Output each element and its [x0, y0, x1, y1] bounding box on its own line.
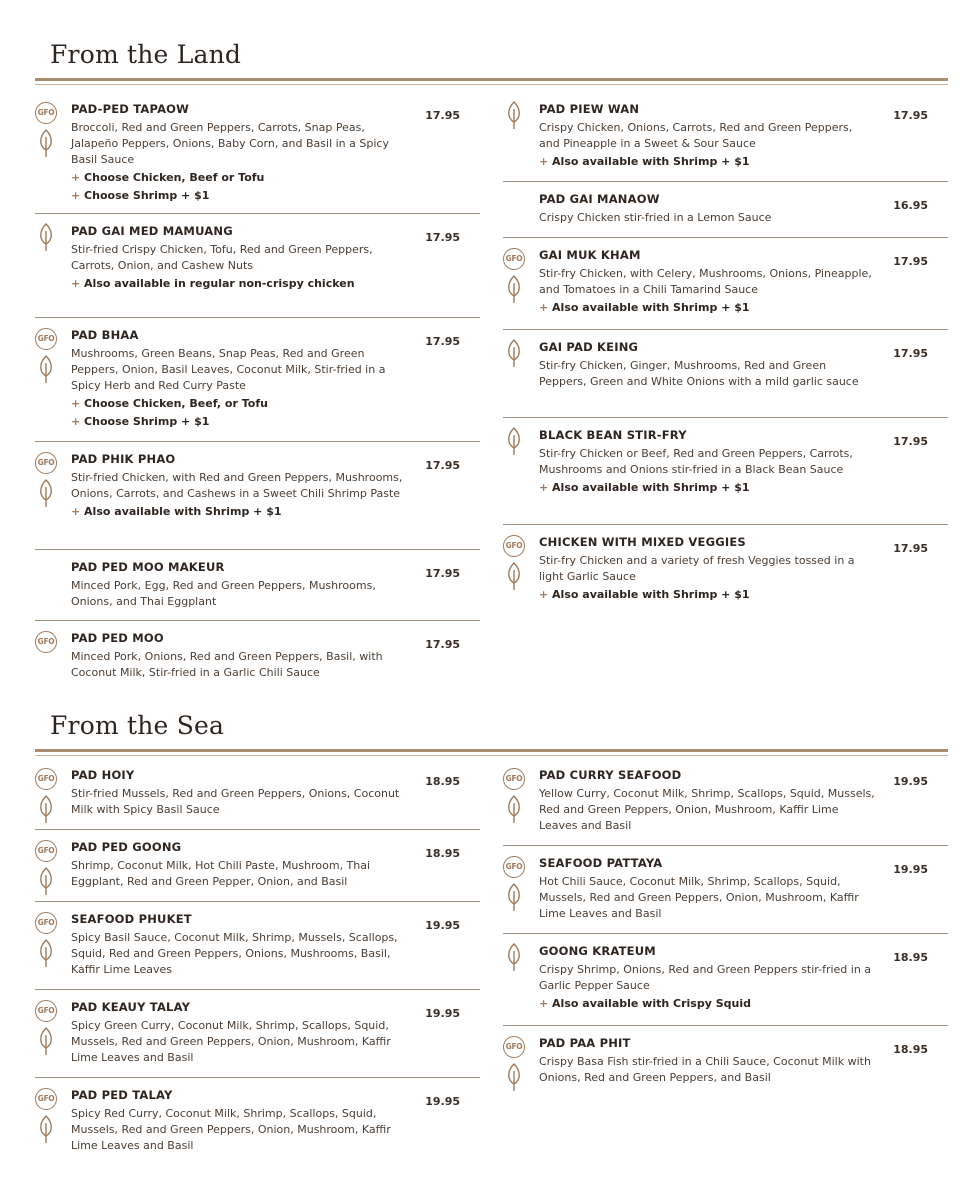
menu-item-price: 18.95	[893, 951, 928, 964]
plus-icon: +	[539, 997, 553, 1010]
plus-icon: +	[71, 189, 85, 202]
menu-item-description: Stir-fried Mussels, Red and Green Peppers, Onions, Coconut Milk with Spicy Basil Sauce	[71, 787, 400, 816]
plus-icon: +	[539, 481, 553, 494]
menu-item-price: 17.95	[425, 231, 460, 244]
menu-item	[35, 214, 480, 318]
section-title-sea: From the Sea	[50, 711, 225, 740]
diet-icons	[503, 338, 527, 368]
menu-item-body	[539, 856, 875, 922]
menu-item-body	[71, 560, 407, 610]
menu-item-body	[71, 840, 407, 890]
menu-item-name: GOONG KRATEUM	[539, 944, 656, 958]
menu-item-body	[539, 192, 875, 226]
menu-item-description: Minced Pork, Egg, Red and Green Peppers, Mushrooms, Onions, and Thai Eggplant	[71, 579, 376, 608]
menu-item-option-text: Choose Shrimp + $1	[84, 189, 210, 202]
menu-item-body	[71, 912, 407, 978]
menu-item-price: 19.95	[425, 1095, 460, 1108]
menu-item-body	[71, 102, 407, 204]
gluten-free-option-icon: GFO	[503, 248, 525, 270]
plus-icon: +	[539, 155, 553, 168]
menu-item-option	[71, 414, 407, 430]
menu-item-price: 19.95	[893, 863, 928, 876]
menu-item-body	[539, 944, 875, 1012]
diet-icons	[35, 1000, 59, 1056]
menu-item-description: Spicy Basil Sauce, Coconut Milk, Shrimp, Mussels, Scallops, Squid, Red and Green Peppers, Onions, Mushrooms, Basil, Kaffir Lime Leaves	[71, 931, 398, 976]
plus-icon: +	[71, 397, 85, 410]
menu-item-name: PAD PED GOONG	[71, 840, 182, 854]
menu-item-name: CHICKEN WITH MIXED VEGGIES	[539, 535, 746, 549]
menu-item-option-text: Also available with Shrimp + $1	[84, 505, 282, 518]
menu-item	[503, 238, 948, 330]
vegetarian-leaf-icon	[503, 100, 525, 130]
menu-item-name: SEAFOOD PHUKET	[71, 912, 192, 926]
diet-icons	[35, 222, 59, 252]
menu-item-description: Stir-fried Chicken, with Red and Green Peppers, Mushrooms, Onions, Carrots, and Cashews in a Sweet Chili Shrimp Paste	[71, 471, 403, 500]
diet-icons	[503, 856, 527, 912]
menu-item-option	[539, 154, 875, 170]
gluten-free-option-icon: GFO	[503, 768, 525, 790]
menu-item-name: PAD PIEW WAN	[539, 102, 640, 116]
menu-item-option	[539, 300, 875, 316]
menu-item-name: PAD PHIK PHAO	[71, 452, 176, 466]
land-right-column	[503, 92, 948, 625]
menu-item	[35, 92, 480, 214]
menu-item-name: SEAFOOD PATTAYA	[539, 856, 663, 870]
diet-icons	[503, 942, 527, 972]
gluten-free-option-icon: GFO	[503, 1036, 525, 1058]
gluten-free-option-icon: GFO	[35, 840, 57, 862]
section-divider	[35, 749, 948, 752]
menu-item-option	[539, 587, 875, 603]
menu-item-name: PAD PED MOO MAKEUR	[71, 560, 225, 574]
gluten-free-option-icon: GFO	[503, 535, 525, 557]
diet-icons	[35, 631, 59, 657]
menu-item-price: 17.95	[893, 109, 928, 122]
menu-item	[35, 442, 480, 550]
diet-icons	[35, 912, 59, 968]
gluten-free-option-icon: GFO	[35, 912, 57, 934]
menu-item	[35, 621, 480, 691]
diet-icons	[503, 535, 527, 591]
menu-item-name: GAI MUK KHAM	[539, 248, 641, 262]
vegetarian-leaf-icon	[35, 222, 57, 252]
menu-item-option-text: Also available with Crispy Squid	[552, 997, 751, 1010]
gluten-free-option-icon: GFO	[35, 102, 57, 124]
vegetarian-leaf-icon	[503, 1062, 525, 1092]
menu-item-price: 19.95	[425, 1007, 460, 1020]
menu-item	[503, 934, 948, 1026]
vegetarian-leaf-icon	[503, 882, 525, 912]
diet-icons	[503, 426, 527, 456]
menu-item-option-text: Choose Shrimp + $1	[84, 415, 210, 428]
menu-item-price: 19.95	[425, 919, 460, 932]
vegetarian-leaf-icon	[503, 561, 525, 591]
gluten-free-option-icon: GFO	[35, 328, 57, 350]
menu-item	[503, 182, 948, 238]
menu-item-body	[71, 768, 407, 818]
diet-icons	[503, 1036, 527, 1092]
menu-item-price: 17.95	[893, 435, 928, 448]
vegetarian-leaf-icon	[35, 1026, 57, 1056]
menu-item	[503, 330, 948, 418]
menu-item-option	[539, 996, 875, 1012]
menu-item-option	[71, 170, 407, 186]
menu-item-option-text: Also available with Shrimp + $1	[552, 301, 750, 314]
menu-item-price: 18.95	[893, 1043, 928, 1056]
gluten-free-option-icon: GFO	[35, 1088, 57, 1110]
menu-item-option	[71, 188, 407, 204]
menu-item-name: BLACK BEAN STIR-FRY	[539, 428, 687, 442]
menu-item-name: PAD CURRY SEAFOOD	[539, 768, 682, 782]
menu-item-description: Minced Pork, Onions, Red and Green Peppers, Basil, with Coconut Milk, Stir-fried in a Garlic Chili Sauce	[71, 650, 383, 679]
vegetarian-leaf-icon	[503, 426, 525, 456]
diet-icons	[35, 328, 59, 384]
menu-item-name: PAD BHAA	[71, 328, 139, 342]
vegetarian-leaf-icon	[35, 478, 57, 508]
menu-item-name: PAD GAI MED MAMUANG	[71, 224, 233, 238]
menu-item-body	[539, 102, 875, 170]
vegetarian-leaf-icon	[35, 128, 57, 158]
menu-item	[503, 418, 948, 525]
plus-icon: +	[71, 505, 85, 518]
menu-item-description: Spicy Green Curry, Coconut Milk, Shrimp, Scallops, Squid, Mussels, Red and Green Peppers, Onion, Mushroom, Kaffir Lime Leaves and Basil	[71, 1019, 391, 1064]
menu-item-option-text: Also available in regular non-crispy chicken	[84, 277, 355, 290]
menu-item-name: PAD PED TALAY	[71, 1088, 173, 1102]
land-left-column	[35, 92, 480, 691]
menu-item-description: Crispy Basa Fish stir-fried in a Chili Sauce, Coconut Milk with Onions, Red and Green Peppers, and Basil	[539, 1055, 871, 1084]
vegetarian-leaf-icon	[35, 354, 57, 384]
vegetarian-leaf-icon	[503, 274, 525, 304]
menu-item-price: 17.95	[893, 255, 928, 268]
menu-item-body	[71, 328, 407, 430]
sea-right-column	[503, 758, 948, 1106]
plus-icon: +	[71, 277, 85, 290]
section-title-land: From the Land	[50, 40, 242, 69]
gluten-free-option-icon: GFO	[503, 856, 525, 878]
menu-item-body	[539, 535, 875, 603]
menu-item-option	[71, 504, 407, 520]
section-divider-thin	[35, 755, 948, 756]
menu-item-price: 17.95	[425, 638, 460, 651]
menu-item	[503, 525, 948, 625]
menu-item	[35, 550, 480, 621]
menu-item-body	[539, 428, 875, 496]
menu-item-description: Stir-fry Chicken and a variety of fresh Veggies tossed in a light Garlic Sauce	[539, 554, 855, 583]
menu-item-body	[539, 340, 875, 390]
vegetarian-leaf-icon	[503, 338, 525, 368]
menu-item-name: GAI PAD KEING	[539, 340, 639, 354]
menu-item	[503, 92, 948, 182]
menu-item-description: Crispy Chicken stir-fried in a Lemon Sauce	[539, 211, 772, 224]
menu-item-option	[71, 276, 407, 292]
gluten-free-option-icon: GFO	[35, 1000, 57, 1022]
menu-item-price: 17.95	[425, 459, 460, 472]
menu-item-description: Crispy Chicken, Onions, Carrots, Red and Green Peppers, and Pineapple in a Sweet & Sour Sauce	[539, 121, 853, 150]
menu-item-description: Shrimp, Coconut Milk, Hot Chili Paste, Mushroom, Thai Eggplant, Red and Green Pepper, Onion, and Basil	[71, 859, 371, 888]
diet-icons	[503, 100, 527, 130]
menu-item-option-text: Also available with Shrimp + $1	[552, 588, 750, 601]
plus-icon: +	[71, 415, 85, 428]
plus-icon: +	[539, 588, 553, 601]
menu-item-name: PAD PAA PHIT	[539, 1036, 631, 1050]
vegetarian-leaf-icon	[35, 866, 57, 896]
diet-icons	[35, 1088, 59, 1144]
gluten-free-option-icon: GFO	[35, 631, 57, 653]
diet-icons	[503, 768, 527, 824]
menu-item-name: PAD HOIY	[71, 768, 135, 782]
menu-item	[35, 318, 480, 442]
gluten-free-option-icon: GFO	[35, 768, 57, 790]
menu-item-body	[71, 1088, 407, 1154]
menu-item-option-text: Choose Chicken, Beef, or Tofu	[84, 397, 268, 410]
gluten-free-option-icon: GFO	[35, 452, 57, 474]
menu-item-price: 17.95	[425, 335, 460, 348]
menu-item	[35, 902, 480, 990]
menu-item-description: Stir-fry Chicken, with Celery, Mushrooms, Onions, Pineapple, and Tomatoes in a Chili Tamarind Sauce	[539, 267, 872, 296]
diet-icons	[35, 768, 59, 824]
plus-icon: +	[71, 171, 85, 184]
menu-item-name: PAD PED MOO	[71, 631, 164, 645]
menu-item	[503, 846, 948, 934]
menu-item-body	[71, 452, 407, 520]
menu-item-description: Stir-fry Chicken or Beef, Red and Green Peppers, Carrots, Mushrooms and Onions stir-fried in a Black Bean Sauce	[539, 447, 853, 476]
menu-item-description: Yellow Curry, Coconut Milk, Shrimp, Scallops, Squid, Mussels, Red and Green Peppers, Onion, Mushroom, Kaffir Lime Leaves and Basil	[539, 787, 875, 832]
menu-item-price: 17.95	[425, 567, 460, 580]
vegetarian-leaf-icon	[35, 794, 57, 824]
menu-item-price: 19.95	[893, 775, 928, 788]
section-divider	[35, 78, 948, 81]
menu-item-option-text: Choose Chicken, Beef or Tofu	[84, 171, 265, 184]
menu-item-description: Crispy Shrimp, Onions, Red and Green Peppers stir-fried in a Garlic Pepper Sauce	[539, 963, 872, 992]
menu-item-description: Spicy Red Curry, Coconut Milk, Shrimp, Scallops, Squid, Mussels, Red and Green Peppers, Onion, Mushroom, Kaffir Lime Leaves and Basil	[71, 1107, 391, 1152]
menu-item-price: 18.95	[425, 775, 460, 788]
menu-item	[35, 830, 480, 902]
menu-item	[503, 1026, 948, 1106]
menu-item-description: Broccoli, Red and Green Peppers, Carrots, Snap Peas, Jalapeño Peppers, Onions, Baby Corn, and Basil in a Spicy Basil Sauce	[71, 121, 389, 166]
diet-icons	[35, 840, 59, 896]
plus-icon: +	[539, 301, 553, 314]
menu-item-option	[71, 396, 407, 412]
menu-item	[35, 1078, 480, 1166]
diet-icons	[35, 452, 59, 508]
menu-item-body	[539, 768, 875, 834]
menu-item-price: 18.95	[425, 847, 460, 860]
sea-left-column	[35, 758, 480, 1166]
menu-item	[35, 758, 480, 830]
menu-item-body	[539, 1036, 875, 1086]
menu-item-price: 16.95	[893, 199, 928, 212]
menu-item-price: 17.95	[893, 542, 928, 555]
diet-icons	[503, 248, 527, 304]
menu-item-name: PAD-PED TAPAOW	[71, 102, 190, 116]
menu-item-name: PAD GAI MANAOW	[539, 192, 660, 206]
vegetarian-leaf-icon	[35, 938, 57, 968]
vegetarian-leaf-icon	[503, 942, 525, 972]
menu-item-option	[539, 480, 875, 496]
menu-item	[503, 758, 948, 846]
menu-item-option-text: Also available with Shrimp + $1	[552, 481, 750, 494]
menu-item-body	[71, 631, 407, 681]
menu-item-price: 17.95	[893, 347, 928, 360]
diet-icons	[35, 102, 59, 158]
menu-item-body	[71, 1000, 407, 1066]
menu-item	[35, 990, 480, 1078]
vegetarian-leaf-icon	[35, 1114, 57, 1144]
menu-item-body	[539, 248, 875, 316]
menu-item-body	[71, 224, 407, 292]
menu-item-description: Hot Chili Sauce, Coconut Milk, Shrimp, Scallops, Squid, Mussels, Red and Green Peppers, Onion, Mushroom, Kaffir Lime Leaves and Basil	[539, 875, 859, 920]
menu-item-name: PAD KEAUY TALAY	[71, 1000, 191, 1014]
menu-item-description: Stir-fry Chicken, Ginger, Mushrooms, Red and Green Peppers, Green and White Onions with a mild garlic sauce	[539, 359, 859, 388]
menu-item-option-text: Also available with Shrimp + $1	[552, 155, 750, 168]
menu-item-price: 17.95	[425, 109, 460, 122]
vegetarian-leaf-icon	[503, 794, 525, 824]
section-divider-thin	[35, 84, 948, 85]
menu-item-description: Stir-fried Crispy Chicken, Tofu, Red and Green Peppers, Carrots, Onion, and Cashew Nuts	[71, 243, 373, 272]
menu-item-description: Mushrooms, Green Beans, Snap Peas, Red and Green Peppers, Onion, Basil Leaves, Coconut Milk, Stir-fried in a Spicy Herb and Red Curry Paste	[71, 347, 386, 392]
